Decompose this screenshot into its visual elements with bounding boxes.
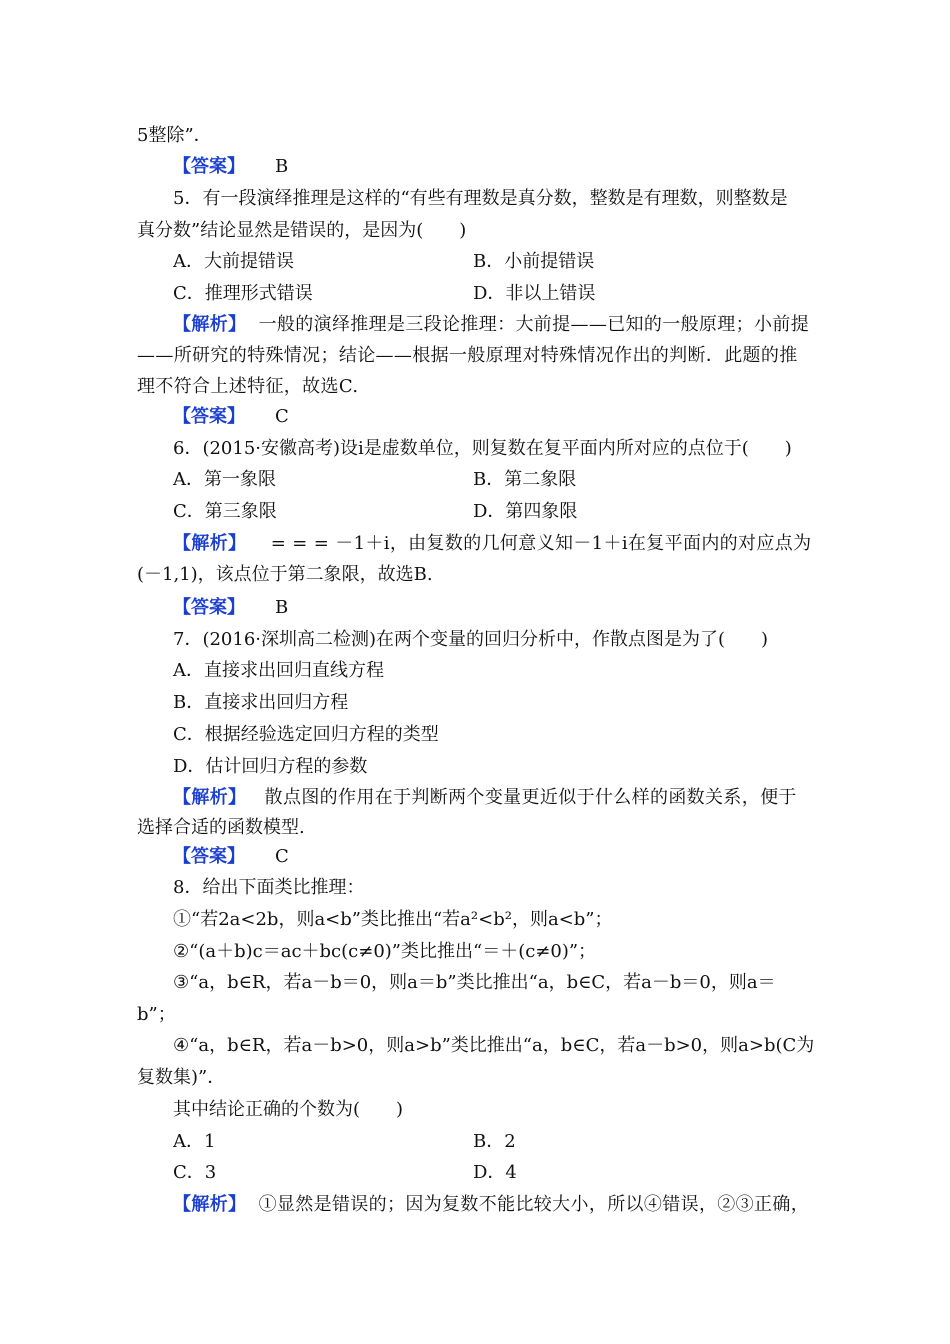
answer-line	[173, 405, 815, 429]
option-a: A．第一象限	[173, 469, 276, 490]
answer-value: C	[275, 406, 289, 427]
option-b: B．小前提错误	[473, 251, 595, 272]
answer-line	[173, 845, 815, 869]
option-b: B．第二象限	[473, 469, 577, 490]
option-d: D．4	[473, 1162, 517, 1183]
solution-tag: 【解析】	[173, 1194, 247, 1215]
answer-tag: 【答案】	[173, 597, 245, 618]
option-a: A．大前提错误	[173, 251, 294, 272]
answer-tag: 【答案】	[173, 846, 245, 867]
solution-line	[173, 786, 815, 810]
answer-value: C	[275, 846, 289, 867]
question-8-line: 8．给出下面类比推理：	[173, 877, 365, 898]
answer-line	[173, 155, 815, 179]
solution-text: 散点图的作用在于判断两个变量更近似于什么样的函数关系，便于	[264, 787, 797, 808]
option-b: B．2	[473, 1131, 516, 1152]
solution-line	[173, 313, 815, 337]
solution-text: (－1,1)，该点位于第二象限，故选B.	[137, 564, 433, 585]
solution-tag: 【解析】	[173, 533, 247, 554]
answer-value: B	[275, 597, 289, 618]
solution-text: ①显然是错误的；因为复数不能比较大小，所以④错误，②③正确，	[258, 1194, 810, 1215]
solution-line	[173, 1193, 815, 1217]
option-a: A．1	[173, 1131, 216, 1152]
solution-text: ——所研究的特殊情况；结论——根据一般原理对特殊情况作出的判断．此题的推	[137, 345, 798, 366]
option-d: D．非以上错误	[473, 283, 596, 304]
analogy-1: ①“若2a<2b，则a<b”类比推出“若a²<b²，则a<b”；	[173, 909, 613, 930]
solution-text: 选择合适的函数模型.	[137, 817, 305, 838]
question-8-ask: 其中结论正确的个数为( )	[173, 1099, 404, 1120]
answer-tag: 【答案】	[173, 406, 245, 427]
option-b: B．直接求出回归方程	[173, 692, 349, 713]
option-d: D．第四象限	[473, 501, 578, 522]
option-c: C．推理形式错误	[173, 283, 313, 304]
question-6-line: 6．(2015·安徽高考)设i是虚数单位，则复数在复平面内所对应的点位于( )	[173, 438, 792, 459]
analogy-2: ②“(a＋b)c＝ac＋bc(c≠0)”类比推出“＝＋(c≠0)”；	[173, 941, 597, 962]
option-c: C．根据经验选定回归方程的类型	[173, 724, 439, 745]
solution-line	[173, 532, 815, 556]
solution-text: = = = －1＋i，由复数的几何意义知－1＋i在复平面内的对应点为	[270, 533, 812, 554]
text-line: 5整除”．	[137, 125, 212, 146]
question-5-line-2: 真分数”结论显然是错误的，是因为( )	[137, 220, 467, 241]
answer-line	[173, 596, 815, 620]
solution-tag: 【解析】	[173, 314, 247, 335]
question-5-line-1: 5．有一段演绎推理是这样的“有些有理数是真分数，整数是有理数，则整数是	[173, 188, 788, 209]
answer-value: B	[275, 156, 289, 177]
analogy-4: ④“a，b∈R，若a－b>0，则a>b”类比推出“a，b∈C，若a－b>0，则a>b(C为	[173, 1035, 815, 1056]
answer-tag: 【答案】	[173, 156, 245, 177]
solution-tag: 【解析】	[173, 787, 247, 808]
option-d: D．估计回归方程的参数	[173, 756, 368, 777]
analogy-3-cont: b”；	[137, 1004, 176, 1025]
analogy-4-cont: 复数集)”．	[137, 1067, 226, 1088]
analogy-3: ③“a，b∈R，若a－b＝0，则a＝b”类比推出“a，b∈C，若a－b＝0，则a＝	[173, 972, 776, 993]
option-c: C．第三象限	[173, 501, 277, 522]
solution-text: 一般的演绎推理是三段论推理：大前提——已知的一般原理；小前提	[258, 314, 810, 335]
solution-text: 理不符合上述特征，故选C.	[137, 376, 359, 397]
question-7-line: 7．(2016·深圳高二检测)在两个变量的回归分析中，作散点图是为了( )	[173, 629, 769, 650]
option-c: C．3	[173, 1162, 217, 1183]
option-a: A．直接求出回归直线方程	[173, 660, 384, 681]
